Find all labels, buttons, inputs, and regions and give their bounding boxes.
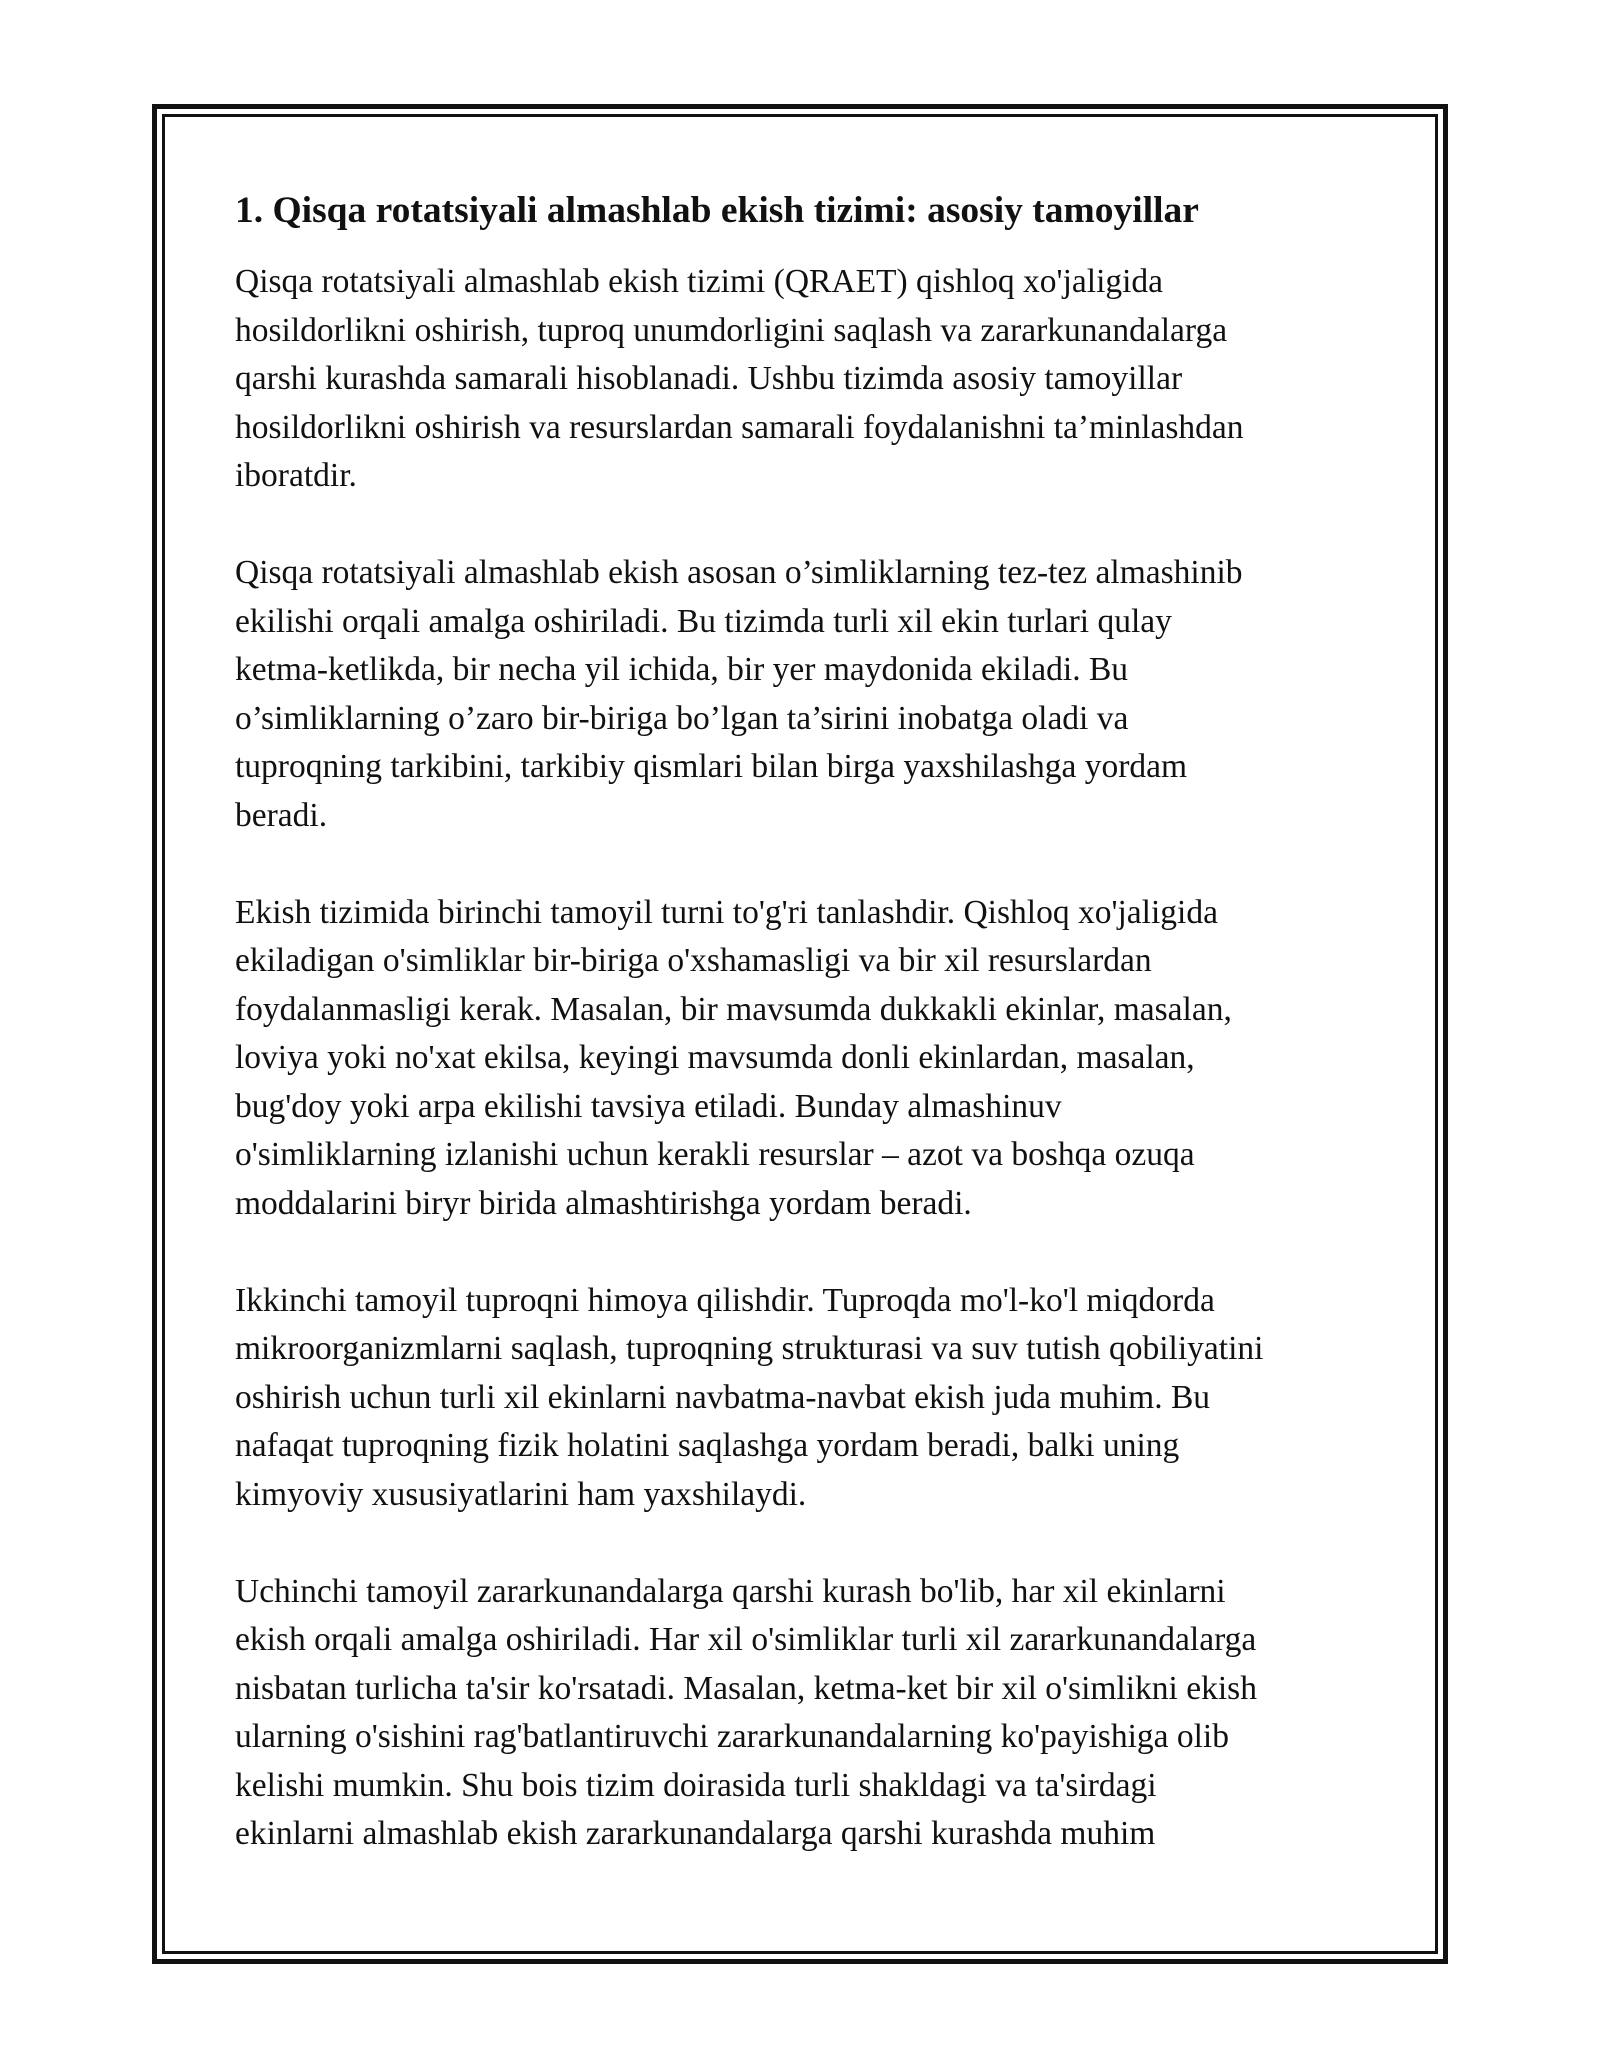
document-body xyxy=(235,186,1375,1907)
text-line: iboratdir. xyxy=(235,457,357,494)
text-line: bug'doy yoki arpa ekilishi tavsiya etiladi. Bunday almashinuv xyxy=(235,1087,1062,1125)
text-line: ekilishi orqali amalga oshiriladi. Bu tizimda turli xil ekin turlari qulay xyxy=(235,602,1172,640)
text-line: moddalarini biryr birida almashtirishga yordam beradi. xyxy=(235,1184,972,1222)
section-heading: 1. Qisqa rotatsiyali almashlab ekish tizimi: asosiy tamoyillar xyxy=(235,190,1199,231)
text-line: kelishi mumkin. Shu bois tizim doirasida turli shakldagi va ta'sirdagi xyxy=(235,1766,1157,1804)
text-line: Ekish tizimida birinchi tamoyil turni to'g'ri tanlashdir. Qishloq xo'jaligida xyxy=(235,893,1218,931)
text-line: ekinlarni almashlab ekish zararkunandalarga qarshi kurashda muhim xyxy=(235,1815,1156,1852)
text-line: o’simliklarning o’zaro bir-biriga bo’lgan ta’sirini inobatga oladi va xyxy=(235,699,1129,737)
text-line: ekish orqali amalga oshiriladi. Har xil o'simliklar turli xil zararkunandalarga xyxy=(235,1621,1257,1658)
paragraph-4 xyxy=(235,1277,1375,1520)
text-line: qarshi kurashda samarali hisoblanadi. Ushbu tizimda asosiy tamoyillar xyxy=(235,360,1183,397)
text-line: hosildorlikni oshirish, tuproq unumdorligini saqlash va zararkunandalarga xyxy=(235,311,1228,349)
text-line: mikroorganizmlarni saqlash, tuproqning strukturasi va suv tutish qobiliyatini xyxy=(235,1330,1264,1367)
text-line: foydalanmasligi kerak. Masalan, bir mavsumda dukkakli ekinlar, masalan, xyxy=(235,990,1232,1028)
text-line: nisbatan turlicha ta'sir ko'rsatadi. Masalan, ketma-ket bir xil o'simlikni ekish xyxy=(235,1669,1257,1707)
text-line: Qisqa rotatsiyali almashlab ekish tizimi (QRAET) qishloq xo'jaligida xyxy=(235,263,1164,300)
text-line: oshirish uchun turli xil ekinlarni navbatma-navbat ekish juda muhim. Bu xyxy=(235,1378,1211,1416)
text-line: nafaqat tuproqning fizik holatini saqlashga yordam beradi, balki uning xyxy=(235,1427,1180,1464)
paragraph-3 xyxy=(235,889,1375,1229)
text-line: ketma-ketlikda, bir necha yil ichida, bir yer maydonida ekiladi. Bu xyxy=(235,651,1129,688)
text-line: ularning o'sishini rag'batlantiruvchi zararkunandalarning ko'payishiga olib xyxy=(235,1718,1229,1755)
paragraph-5 xyxy=(235,1568,1375,1859)
text-line: kimyoviy xususiyatlarini ham yaxshilaydi. xyxy=(235,1475,807,1513)
text-line: o'simliklarning izlanishi uchun kerakli resurslar – azot va boshqa ozuqa xyxy=(235,1136,1195,1173)
text-line: beradi. xyxy=(235,796,328,834)
text-line: loviya yoki no'xat ekilsa, keyingi mavsumda donli ekinlardan, masalan, xyxy=(235,1039,1195,1076)
text-line: Uchinchi tamoyil zararkunandalarga qarshi kurash bo'lib, har xil ekinlarni xyxy=(235,1572,1226,1610)
paragraph-2 xyxy=(235,549,1375,840)
text-line: hosildorlikni oshirish va resurslardan samarali foydalanishni ta’minlashdan xyxy=(235,408,1244,446)
text-line: Ikkinchi tamoyil tuproqni himoya qilishdir. Tuproqda mo'l-ko'l miqdorda xyxy=(235,1281,1215,1319)
text-line: Qisqa rotatsiyali almashlab ekish asosan o’simliklarning tez-tez almashinib xyxy=(235,554,1243,591)
paragraph-1 xyxy=(235,258,1375,501)
text-line: tuproqning tarkibini, tarkibiy qismlari bilan birga yaxshilashga yordam xyxy=(235,748,1188,785)
text-line: ekiladigan o'simliklar bir-biriga o'xshamasligi va bir xil resurslardan xyxy=(235,942,1152,979)
